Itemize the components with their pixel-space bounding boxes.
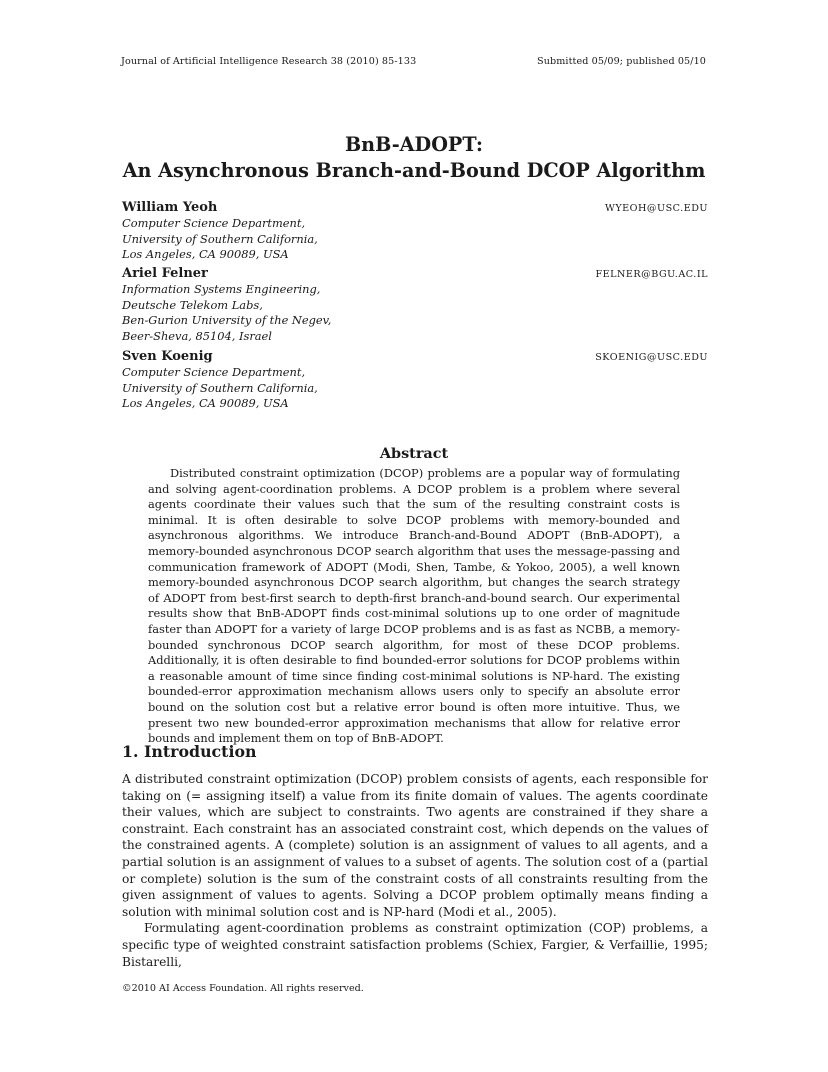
section-heading: 1. Introduction <box>122 742 257 761</box>
copyright-footer: ©2010 AI Access Foundation. All rights reserved. <box>122 983 364 994</box>
paper-title-line-1: BnB-ADOPT: <box>344 133 484 156</box>
author-affiliation-line: Los Angeles, CA 90089, USA <box>122 396 289 411</box>
abstract-heading: Abstract <box>379 445 449 462</box>
author-email: SKOENIG@USC.EDU <box>595 352 708 363</box>
author-name: Ariel Felner <box>122 266 208 281</box>
section-body <box>122 771 708 970</box>
running-header-dates: Submitted 05/09; published 05/10 <box>537 56 706 67</box>
author-name: William Yeoh <box>122 200 218 215</box>
author-affiliation-line: Ben-Gurion University of the Negev, <box>122 313 332 328</box>
author-affiliation-line: Los Angeles, CA 90089, USA <box>122 247 289 262</box>
author-block <box>122 349 708 412</box>
author-block <box>122 200 708 263</box>
author-name: Sven Koenig <box>122 349 213 364</box>
abstract-text: Distributed constraint optimization (DCOP) problems are a popular way of formulating and solving agent-coordination problems. A DCOP problem is a problem where several agents coordinate their values such that the sum of the resulting constraint costs is minimal. It is often desirable to solve DCOP problems with memory-bounded and asynchronous algorithms. We introduce Branch-and-Bound ADOPT (BnB-ADOPT), a memory-bounded asynchronous DCOP search algorithm that uses the message-passing and communication framework of ADOPT (Modi, Shen, Tambe, & Yokoo, 2005), a well known memory-bounded asynchronous DCOP search algorithm, but changes the search strategy of ADOPT from best-first search to depth-first branch-and-bound search. Our experimental results show that BnB-ADOPT finds cost-minimal solutions up to one order of magnitude faster than ADOPT for a variety of large DCOP problems and is as fast as NCBB, a memory-bounded synchronous DCOP search algorithm, for most of these DCOP problems. Additionally, it is often desirable to find bounded-error solutions for DCOP problems within a reasonable amount of time since finding cost-minimal solutions is NP-hard. The existing bounded-error approximation mechanism allows users only to specify an absolute error bound on the solution cost but a relative error bound is often more intuitive. Thus, we present two new bounded-error approximation mechanisms that allow for relative error bounds and implement them on top of BnB-ADOPT. <box>148 466 680 746</box>
author-block <box>122 266 708 344</box>
author-affiliation-line: Deutsche Telekom Labs, <box>122 297 263 312</box>
author-affiliation-line: University of Southern California, <box>122 231 318 246</box>
body-paragraph: A distributed constraint optimization (DCOP) problem consists of agents, each responsible for taking on (= assigning itself) a value from its finite domain of values. The agents coordinate their values, which are subject to constraints. Two agents are constrained if they share a constraint. Each constraint has an associated constraint cost, which depends on the values of the constrained agents. A (complete) solution is an assignment of values to all agents, and a partial solution is an assignment of values to a subset of agents. The solution cost of a (partial or complete) solution is the sum of the constraint costs of all constraints resulting from the given assignment of values to agents. Solving a DCOP problem optimally means finding a solution with minimal solution cost and is NP-hard (Modi et al., 2005). <box>122 772 708 919</box>
author-affiliation-line: University of Southern California, <box>122 380 318 395</box>
author-email: WYEOH@USC.EDU <box>604 203 708 214</box>
paper-title-line-2: An Asynchronous Branch-and-Bound DCOP Algorithm <box>122 159 706 182</box>
author-affiliation-line: Computer Science Department, <box>122 216 306 230</box>
author-affiliation-line: Beer-Sheva, 85104, Israel <box>122 328 272 343</box>
author-email: FELNER@BGU.AC.IL <box>595 269 708 280</box>
author-affiliation-line: Computer Science Department, <box>122 365 306 379</box>
running-header-journal: Journal of Artificial Intelligence Research 38 (2010) 85-133 <box>121 56 417 67</box>
body-paragraph: Formulating agent-coordination problems as constraint optimization (COP) problems, a specific type of weighted constraint satisfaction problems (Schiex, Fargier, & Verfaillie, 1995; Bistarelli, <box>122 921 708 969</box>
author-affiliation-line: Information Systems Engineering, <box>122 282 321 296</box>
